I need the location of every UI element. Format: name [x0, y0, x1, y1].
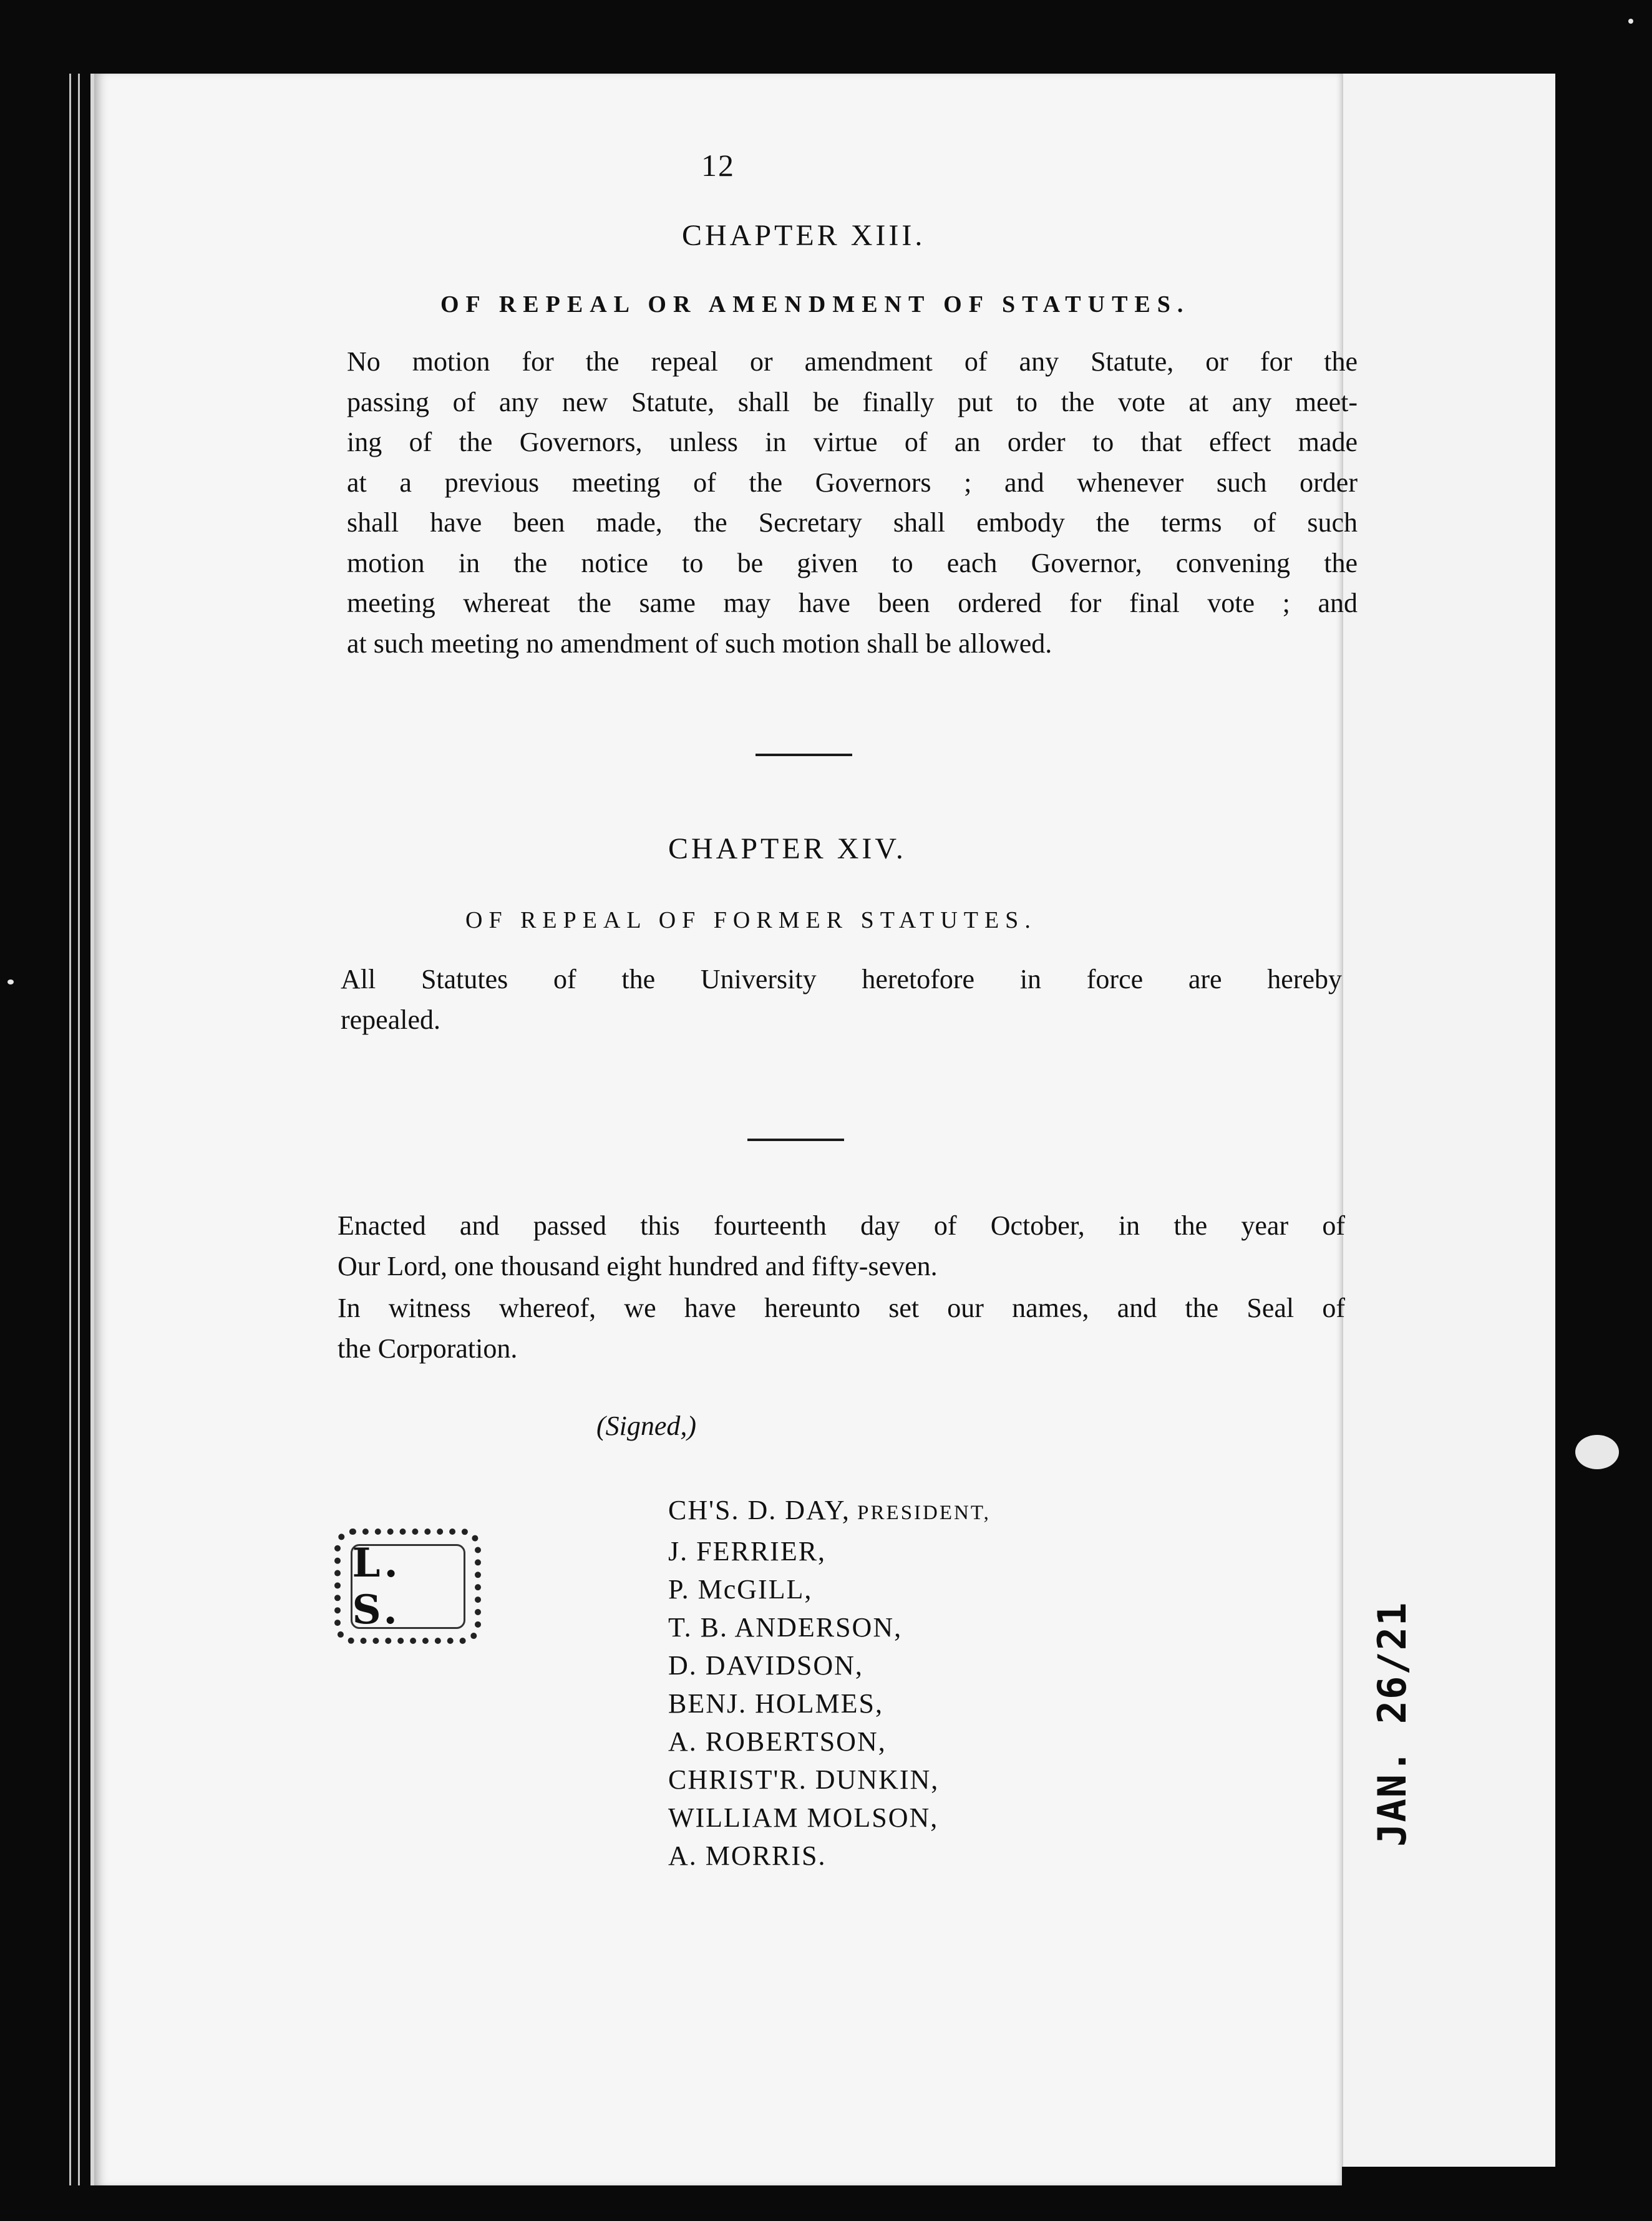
- handwritten-date-note: JAN. 26/21: [1369, 1601, 1415, 1847]
- document-page: [90, 74, 1358, 2185]
- chapter-13-paragraph-line: shall have been made, the Secretary shall embody the terms of such: [347, 507, 1358, 538]
- signatory-row: [668, 1608, 991, 1646]
- signatory-name: P. McGILL,: [668, 1574, 813, 1605]
- section-rule: [747, 1139, 844, 1141]
- signatory-row: [668, 1837, 991, 1875]
- chapter-14-title: CHAPTER XIV.: [668, 832, 906, 865]
- scan-speck: [1628, 19, 1633, 24]
- chapter-14-paragraph: [341, 960, 1342, 1040]
- signatory-row: [668, 1532, 991, 1570]
- signatory-name: WILLIAM MOLSON,: [668, 1802, 939, 1833]
- chapter-13-subtitle: OF REPEAL OR AMENDMENT OF STATUTES.: [440, 291, 1190, 318]
- chapter-13-title: CHAPTER XIII.: [682, 219, 926, 252]
- signatory-name: BENJ. HOLMES,: [668, 1688, 884, 1719]
- chapter-14-paragraph-line: All Statutes of the University heretofore in force are hereby: [341, 964, 1342, 994]
- scan-speck: [7, 979, 14, 984]
- signatory-role: PRESIDENT,: [850, 1502, 991, 1524]
- seal-inner-frame: [351, 1539, 465, 1633]
- signatory-row: [668, 1799, 991, 1837]
- signatory-name: J. FERRIER,: [668, 1536, 827, 1567]
- chapter-13-paragraph-line: motion in the notice to be given to each Governor, convening the: [347, 547, 1358, 578]
- chapter-14-paragraph-line: repealed.: [341, 1004, 440, 1035]
- signatory-name: A. MORRIS.: [668, 1840, 827, 1871]
- witness-line: In witness whereof, we have hereunto set our names, and the Seal of: [338, 1293, 1345, 1323]
- signatories-list: [668, 1491, 991, 1875]
- signatory-row: [668, 1684, 991, 1723]
- back-sheet: [1341, 74, 1555, 2167]
- chapter-13-paragraph-line: at a previous meeting of the Governors ; and whenever such order: [347, 467, 1358, 498]
- enactment-line: Enacted and passed this fourteenth day of October, in the year of: [338, 1210, 1345, 1241]
- chapter-14-subtitle: OF REPEAL OF FORMER STATUTES.: [465, 907, 1037, 933]
- page-edge: [69, 74, 71, 2185]
- page-number: 12: [701, 148, 735, 183]
- page-edge: [78, 74, 80, 2185]
- signatory-row: [668, 1570, 991, 1608]
- signatory-name: D. DAVIDSON,: [668, 1650, 863, 1681]
- signatory-name: CH'S. D. DAY,: [668, 1495, 850, 1525]
- witness-paragraph: [338, 1288, 1345, 1369]
- chapter-13-paragraph: [347, 342, 1358, 664]
- signatory-row: [668, 1723, 991, 1761]
- chapter-13-paragraph-line: passing of any new Statute, shall be finally put to the vote at any meet-: [347, 386, 1358, 417]
- chapter-13-paragraph-line: ing of the Governors, unless in virtue of an order to that effect made: [347, 427, 1358, 457]
- enactment-paragraph: [338, 1206, 1345, 1286]
- seal-stamp: [334, 1528, 481, 1644]
- signatory-name: CHRIST'R. DUNKIN,: [668, 1764, 940, 1795]
- enactment-line: Our Lord, one thousand eight hundred and fifty-seven.: [338, 1250, 938, 1281]
- signatory-name: A. ROBERTSON,: [668, 1726, 887, 1757]
- signed-label: (Signed,): [596, 1411, 697, 1441]
- signatory-row: [668, 1491, 991, 1532]
- witness-line: the Corporation.: [338, 1333, 518, 1364]
- signatory-row: [668, 1646, 991, 1684]
- signatory-name: T. B. ANDERSON,: [668, 1612, 903, 1643]
- chapter-13-paragraph-line: meeting whereat the same may have been ordered for final vote ; and: [347, 588, 1358, 618]
- seal-text: L. S.: [352, 1539, 402, 1633]
- chapter-13-paragraph-line: at such meeting no amendment of such motion shall be allowed.: [347, 628, 1052, 659]
- section-rule: [756, 754, 852, 756]
- signatory-row: [668, 1761, 991, 1799]
- chapter-13-paragraph-line: No motion for the repeal or amendment of any Statute, or for the: [347, 346, 1358, 377]
- scan-speck: [1575, 1435, 1619, 1469]
